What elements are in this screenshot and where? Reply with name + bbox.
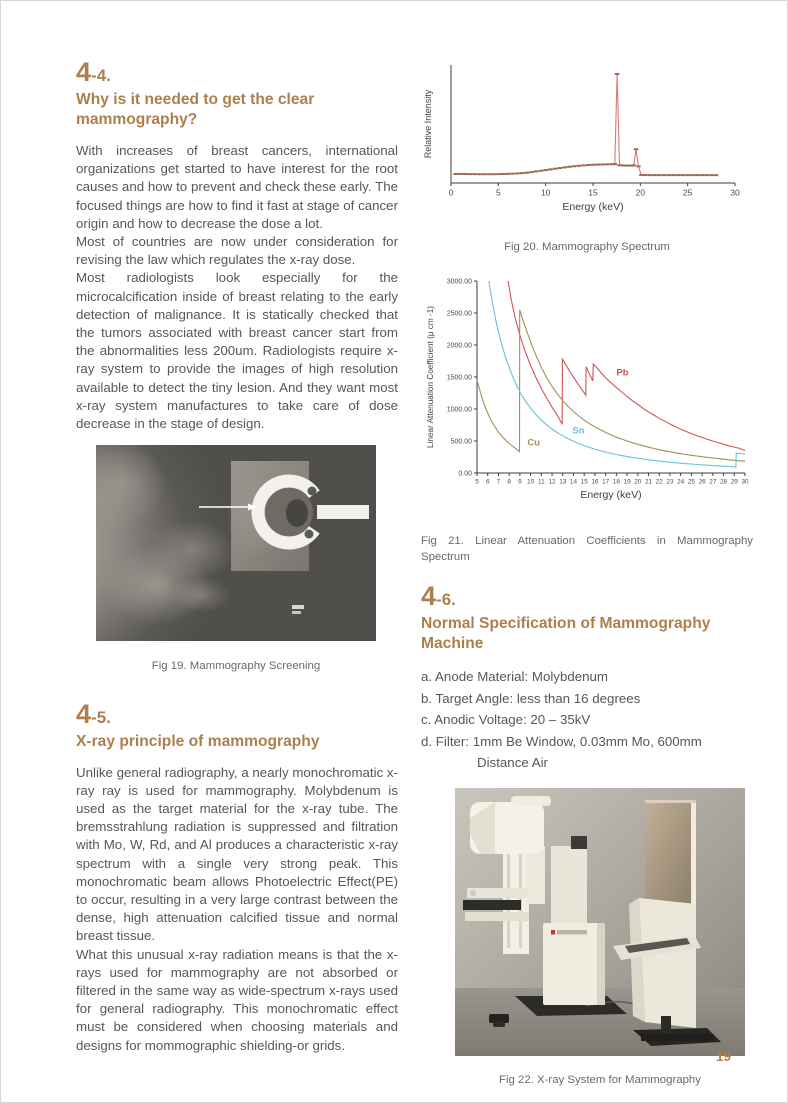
svg-text:29: 29 [730,478,738,486]
paragraph: Unlike general radiography, a nearly monochromatic x-ray ray is used for mammography. Molybdenum is used as the target material for the x-ray tube. The bremsstrahlung radiation is suppressed and filtration with Mo, W, Rd, and Al produces a characteristic x-ray spectrum with a single very strong peak. This monochromatic beam allows Photoelectric Effect(PE) to occur, resulting in a very large contrast between the dense, high attenuation calcified tissue and normal breast tissue. [76,764,398,944]
svg-text:Energy (keV): Energy (keV) [580,489,642,502]
svg-text:9: 9 [518,478,522,486]
section-4-4 [76,59,398,433]
paragraph: What this unusual x-ray radiation means is that the x-rays used for mammography are not absorbed or filtered in the same way as wide-spectrum x-rays used for general radiography. This monochromatic effect must be considered when choosing materials and designs for mommographic shielding-or grids. [76,946,398,1053]
svg-text:1500.00: 1500.00 [446,374,472,382]
section-title: Why is it needed to get the clear mammography? [76,91,315,128]
svg-text:Relative Intensity: Relative Intensity [423,89,433,159]
svg-text:Cu: Cu [527,437,541,449]
paragraph: Most of countries are now under consideration for revising the law which regulates the x-ray dose. [76,233,398,268]
svg-text:27: 27 [709,478,717,486]
figure-20-caption: Fig 20. Mammography Spectrum [504,241,670,253]
svg-text:15: 15 [580,478,588,486]
figure-21-caption: Fig 21. Linear Attenuation Coefficients in Mammography Spectrum [421,535,753,563]
svg-text:19: 19 [623,478,631,486]
xray-machine-photo [455,788,745,1056]
svg-text:7: 7 [496,478,501,486]
svg-text:Sn: Sn [572,425,585,437]
svg-text:14: 14 [569,478,578,486]
figure-20 [421,53,753,255]
svg-text:20: 20 [634,478,642,486]
svg-text:10: 10 [527,478,535,486]
svg-text:1000.00: 1000.00 [446,406,472,414]
svg-text:20: 20 [635,187,646,198]
left-column [76,59,398,1055]
section-number-rest: -5. [91,707,111,727]
section-body [76,764,398,1055]
figure-22-caption: Fig 22. X-ray System for Mammography [499,1073,701,1086]
section-number [76,59,398,86]
specification-list [421,666,727,774]
spec-item-filter: d. Filter: 1mm Be Window, 0.03mm Mo, 600mm Distance Air [421,733,702,771]
svg-text:21: 21 [644,478,653,486]
svg-text:25: 25 [687,478,695,486]
section-number-big: 4 [76,57,92,87]
svg-text:18: 18 [612,478,620,486]
svg-text:16: 16 [591,478,599,486]
svg-text:26: 26 [698,478,706,486]
attenuation-coefficients-chart [421,275,753,526]
section-body [76,142,398,433]
section-number-big: 4 [421,581,437,612]
paragraph: With increases of breast cancers, international organizations get started to have interest for the root causes and how to prevent and check these early. The focused things are how to find it fast at stage of cancer origin and how to decrease the dose a lot. [76,142,398,231]
section-number [76,698,398,729]
svg-text:30: 30 [741,478,749,486]
svg-text:28: 28 [720,478,728,486]
svg-text:22: 22 [655,478,663,486]
svg-text:500.00: 500.00 [450,438,472,446]
spec-item-anodic-voltage: c. Anodic Voltage: 20 – 35kV [421,712,591,728]
figure-21 [421,275,753,565]
svg-text:10: 10 [540,187,551,198]
svg-text:17: 17 [602,478,610,486]
svg-text:5: 5 [495,187,501,198]
spec-item-target-angle: b. Target Angle: less than 16 degrees [421,690,641,706]
svg-text:13: 13 [559,478,567,486]
figure-19 [96,445,376,674]
svg-text:Energy (keV): Energy (keV) [562,201,624,213]
svg-text:11: 11 [537,478,545,486]
section-number-rest: -6. [436,590,456,610]
figure-19-caption: Fig 19. Mammography Screening [151,660,321,673]
svg-text:24: 24 [677,478,685,486]
section-number-rest: -4. [91,66,111,85]
svg-text:Linear Attenuation Coefficient: Linear Attenuation Coefficient (μ cm -1) [426,306,435,449]
svg-text:Pb: Pb [616,368,629,380]
figure-22 [455,788,745,1088]
svg-text:30: 30 [730,187,740,198]
svg-text:23: 23 [666,478,674,486]
mammogram-image [96,445,376,641]
section-title: X-ray principle of mammography [76,732,320,750]
svg-text:6: 6 [485,478,490,486]
svg-text:2000.00: 2000.00 [446,342,472,350]
svg-text:5: 5 [475,478,479,486]
section-title: Normal Specification of Mammography Machine [421,615,711,653]
svg-text:3000.00: 3000.00 [446,278,472,286]
spec-item-anode-material: a. Anode Material: Molybdenum [421,669,609,685]
section-4-5 [76,698,398,1055]
svg-text:0.00: 0.00 [458,470,472,478]
paragraph: Most radiologists look especially for the microcalcification inside of breast relating to the early detection of malignance. It is statically checked that the tumors associated with breast cancer start from the abnormalities less 200um. Radiologists require x-ray system to provide the images of high resolution available to detect the tiny lesion. And they want most x-ray system manufactures to take care of dose decrease in the stage of design. [76,270,398,431]
svg-text:8: 8 [507,478,511,486]
page-number: 19 [715,1049,731,1064]
section-4-6 [421,583,753,774]
svg-text:15: 15 [588,187,598,198]
svg-text:2500.00: 2500.00 [446,310,472,318]
svg-text:12: 12 [548,478,556,486]
right-column [421,53,753,1088]
mammography-spectrum-chart [421,53,753,234]
svg-text:0: 0 [448,187,454,198]
svg-text:25: 25 [682,187,693,198]
section-number-big: 4 [76,698,92,729]
section-number [421,583,753,610]
